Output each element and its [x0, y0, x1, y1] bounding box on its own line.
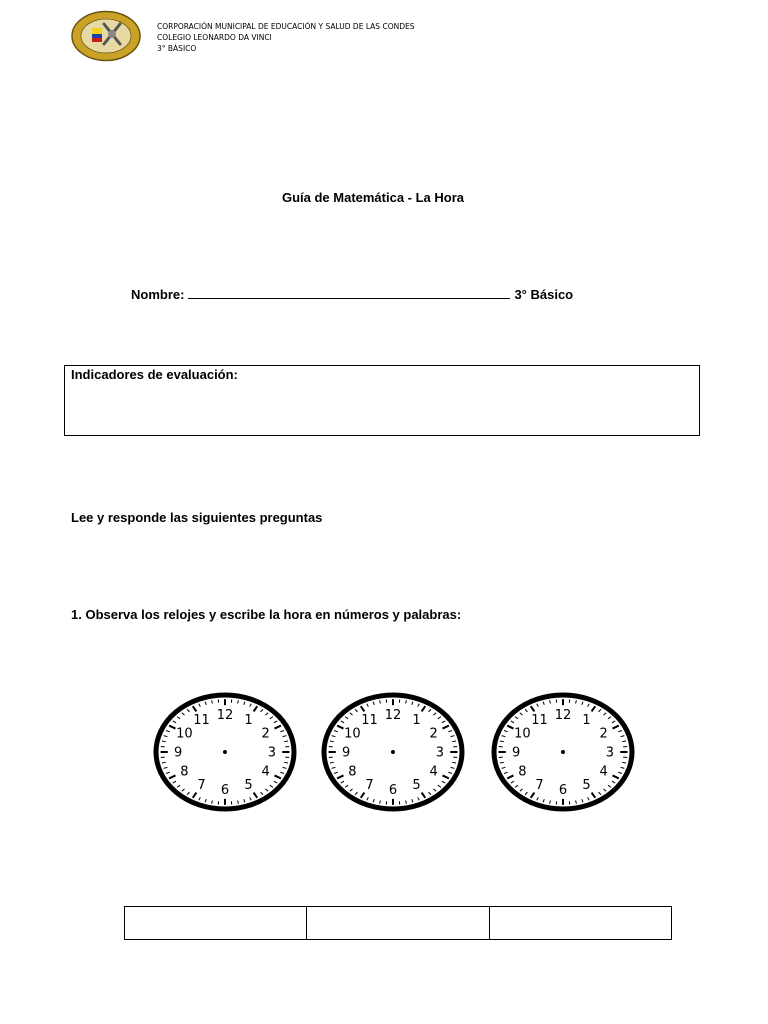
clock-number: 4 [599, 764, 608, 780]
name-label: Nombre: [131, 287, 185, 302]
clock-1 [152, 690, 298, 814]
clock-number: 11 [361, 712, 378, 728]
clock-tick [622, 741, 626, 742]
clock-tick [284, 741, 288, 742]
clock-number: 2 [261, 726, 270, 742]
school-logo [70, 10, 142, 62]
header-line-grade: 3° BÁSICO [157, 44, 197, 53]
clock-number: 1 [582, 712, 591, 728]
clock-number: 6 [220, 783, 230, 799]
clock-tick [452, 741, 456, 742]
clock-number: 10 [344, 726, 361, 742]
answer-cell-1[interactable] [125, 907, 307, 940]
answer-cell-2[interactable] [307, 907, 489, 940]
question-1: 1. Observa los relojes y escribe la hora en números y palabras: [71, 607, 462, 622]
clock-number: 7 [197, 778, 206, 794]
clock-number: 12 [554, 707, 572, 723]
clock-number: 6 [388, 783, 398, 799]
clock-number: 12 [216, 707, 234, 723]
clock-tick [452, 762, 456, 763]
clock-number: 8 [348, 764, 357, 780]
clock-number: 11 [531, 712, 548, 728]
clock-tick [330, 762, 334, 763]
clock-number: 4 [261, 764, 270, 780]
name-blank-line[interactable] [188, 288, 510, 299]
clock-tick [622, 762, 626, 763]
clock-number: 5 [412, 778, 421, 794]
clock-number: 3 [605, 745, 615, 761]
clock-number: 1 [412, 712, 421, 728]
clock-number: 6 [558, 783, 568, 799]
answer-cell-3[interactable] [489, 907, 671, 940]
clock-number: 3 [435, 745, 445, 761]
clock-number: 9 [341, 745, 351, 761]
clock-number: 7 [365, 778, 374, 794]
clock-number: 4 [429, 764, 438, 780]
clock-tick [162, 741, 166, 742]
clock-tick [284, 762, 288, 763]
clock-center [391, 750, 395, 754]
header-line-corporation: CORPORACIÓN MUNICIPAL DE EDUCACIÓN Y SALUD DE LAS CONDES [157, 22, 415, 31]
indicators-label: Indicadores de evaluación: [71, 367, 238, 382]
clock-number: 2 [599, 726, 608, 742]
clock-center [561, 750, 565, 754]
clock-number: 2 [429, 726, 438, 742]
clock-center [223, 750, 227, 754]
page-title: Guía de Matemática - La Hora [281, 190, 465, 205]
instruction-text: Lee y responde las siguientes preguntas [71, 510, 323, 525]
indicators-box[interactable] [64, 365, 700, 436]
clock-number: 11 [193, 712, 210, 728]
clock-number: 10 [514, 726, 531, 742]
clock-number: 1 [244, 712, 253, 728]
name-row [131, 287, 573, 302]
clock-3 [490, 690, 636, 814]
clock-tick [500, 741, 504, 742]
clock-number: 8 [518, 764, 527, 780]
clock-number: 8 [180, 764, 189, 780]
answer-table [124, 906, 672, 940]
header-line-school: COLEGIO LEONARDO DA VINCI [157, 33, 272, 42]
clock-number: 5 [582, 778, 591, 794]
clock-number: 9 [173, 745, 183, 761]
header-institution [157, 21, 414, 54]
clock-number: 12 [384, 707, 402, 723]
clock-tick [500, 762, 504, 763]
clock-number: 5 [244, 778, 253, 794]
clock-tick [162, 762, 166, 763]
clock-number: 9 [511, 745, 521, 761]
clock-tick [330, 741, 334, 742]
clock-2 [320, 690, 466, 814]
clock-number: 7 [535, 778, 544, 794]
clock-number: 3 [267, 745, 277, 761]
clock-number: 10 [176, 726, 193, 742]
grade-label: 3° Básico [514, 287, 574, 302]
